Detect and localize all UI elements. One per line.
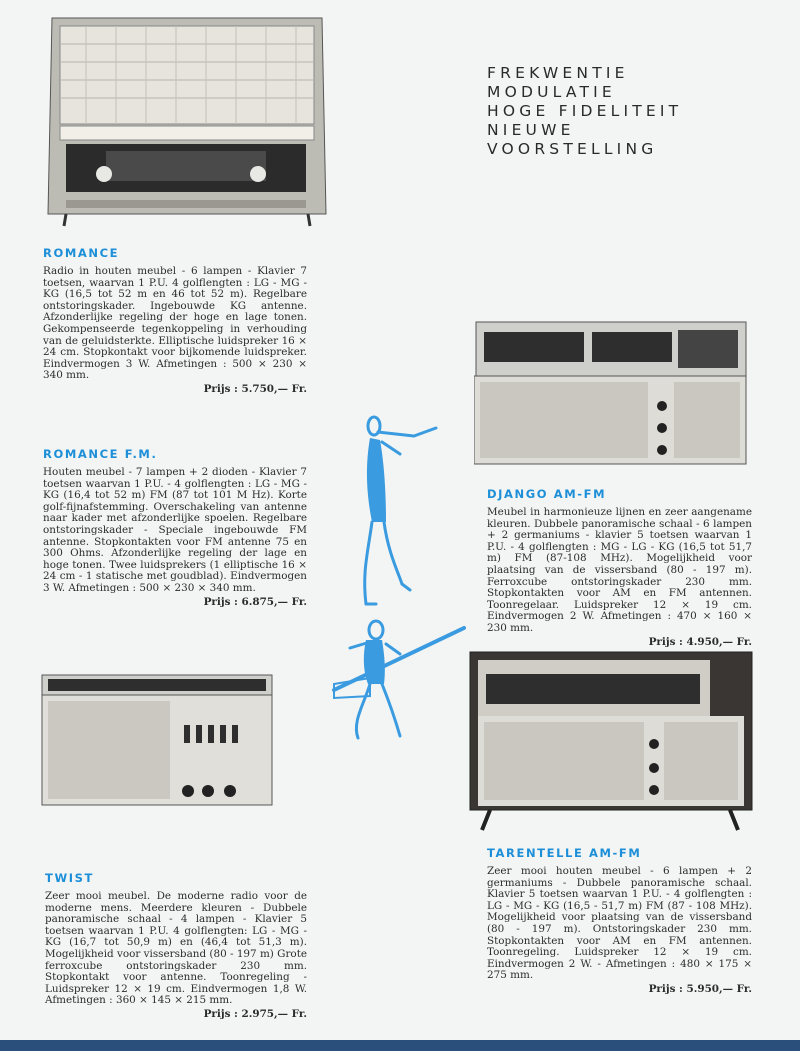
headline-line: HOGE FIDELITEIT [487,102,683,120]
product-title: TWIST [45,871,94,885]
twist-radio-image [40,673,274,817]
headline [487,64,682,159]
product-title: ROMANCE F.M. [43,447,158,461]
product-description: Zeer mooi meubel. De moderne radio voor de moderne mens. Meerdere kleuren - Dubbele panoramische schaal - 4 lampen - Klavier 5 toetsen waarvan 1 P.U. 4 golflengten: LG - MG - KG (16,7 tot 50,9 m) en (46,4 tot 51,3 m). Mogelijkheid voor vissersband (80 - 197 m) Grote ferroxcube ontstoringskader 230 mm. Stopkontakt voor antenne. Toonregeling - Luidspreker 12 × 19 cm. Eindvermogen 1,8 W. Afmetingen : 360 × 145 × 215 mm. [45,890,308,1007]
product-description: Radio in houten meubel - 6 lampen - Klavier 7 toetsen, waarvan 1 P.U. 4 golflengten : LG - MG - KG (16,5 tot 52 m en 46 tot 52 m). Regelbare ontstoringskader. Ingebouwde KG antenne. Afzonderlijke regeling der hoge en lage tonen. Gekompenseerde tegenkoppeling in verhouding van de geluidsterkte. Elliptische luidspreker 16 × 24 cm. Stopkontakt voor bijkomende luidspreker. Eindvermogen 3 W. Afmetingen : 500 × 230 × 340 mm. [43,265,307,382]
headline-line: VOORSTELLING [487,140,658,158]
headline-line: NIEUWE [487,121,575,139]
headline-line: MODULATIE [487,83,616,101]
romance-radio-image [46,14,328,228]
product-romance-fm [43,447,307,608]
product-tarentelle [487,846,752,995]
product-django [487,487,752,648]
product-title: DJANGO AM-FM [487,487,607,501]
product-price: Prijs : 6.875,— Fr. [203,595,307,608]
product-price: Prijs : 5.950,— Fr. [648,982,752,995]
product-price: Prijs : 4.950,— Fr. [648,635,752,648]
product-title: TARENTELLE AM-FM [487,846,642,860]
product-title: ROMANCE [43,246,120,260]
product-romance [43,246,307,395]
product-description: Zeer mooi houten meubel - 6 lampen + 2 germaniums - Dubbele panoramische schaal. Klavier 5 toetsen waarvan 1 P.U. - 4 golflengten : LG - MG - KG (16,5 - 51,7 m) FM (87 - 108 MHz). Mogelijkheid voor plaatsing van de vissersband (80 - 197 m). Ontstoringskader 230 mm. Stopkontakten voor AM en FM antennen. Toonregeling. Luidspreker 12 × 19 cm. Eindvermogen 2 W. - Afmetingen : 480 × 175 × 275 mm. [487,865,752,982]
trumpet-player-illustration [354,412,446,612]
django-radio-image [474,318,752,468]
product-description: Houten meubel - 7 lampen + 2 dioden - Klavier 7 toetsen waarvan 1 P.U. - 4 golflengten : LG - MG - KG (16,4 tot 52 m) FM (87 tot 101 M Hz). Korte golf-fijnafstemming. Overschakeling van antenne naar kader met afzonderlijke spoelen. Regelbare ontstoringskader - Speciale ingebouwde FM antenne. Stopkontakten voor FM antenne 75 en 300 Ohms. Afzonderlijke regeling der lage en hoge tonen. Twee luidsprekers (1 elliptische 16 × 24 cm - 1 statische met goudblad). Eindvermogen 3 W. Afmetingen : 500 × 230 × 340 mm. [43,466,307,594]
headline-line: FREKWENTIE [487,64,629,82]
product-price: Prijs : 2.975,— Fr. [203,1007,307,1020]
product-twist [45,871,307,1020]
tarentelle-radio-image [468,650,754,834]
guitar-player-illustration [330,618,470,742]
page-bottom-edge [0,1040,800,1051]
product-description: Meubel in harmonieuze lijnen en zeer aangename kleuren. Dubbele panoramische schaal - 6 lampen + 2 germaniums - klavier 5 toetsen waarvan 1 P.U. - 4 golflengten : MG - LG - KG (16,5 tot 51,7 m) FM (87-108 MHz). Mogelijkheid voor plaatsing van de vissersband (80 - 197 m). Ferroxcube ontstoringskader 230 mm. Stopkontakten voor AM en FM antennen. Toonregelaar. Luidspreker 12 × 19 cm. Eindvermogen 2 W. Afmetingen : 470 × 160 × 230 mm. [487,506,752,634]
product-price: Prijs : 5.750,— Fr. [203,382,307,395]
